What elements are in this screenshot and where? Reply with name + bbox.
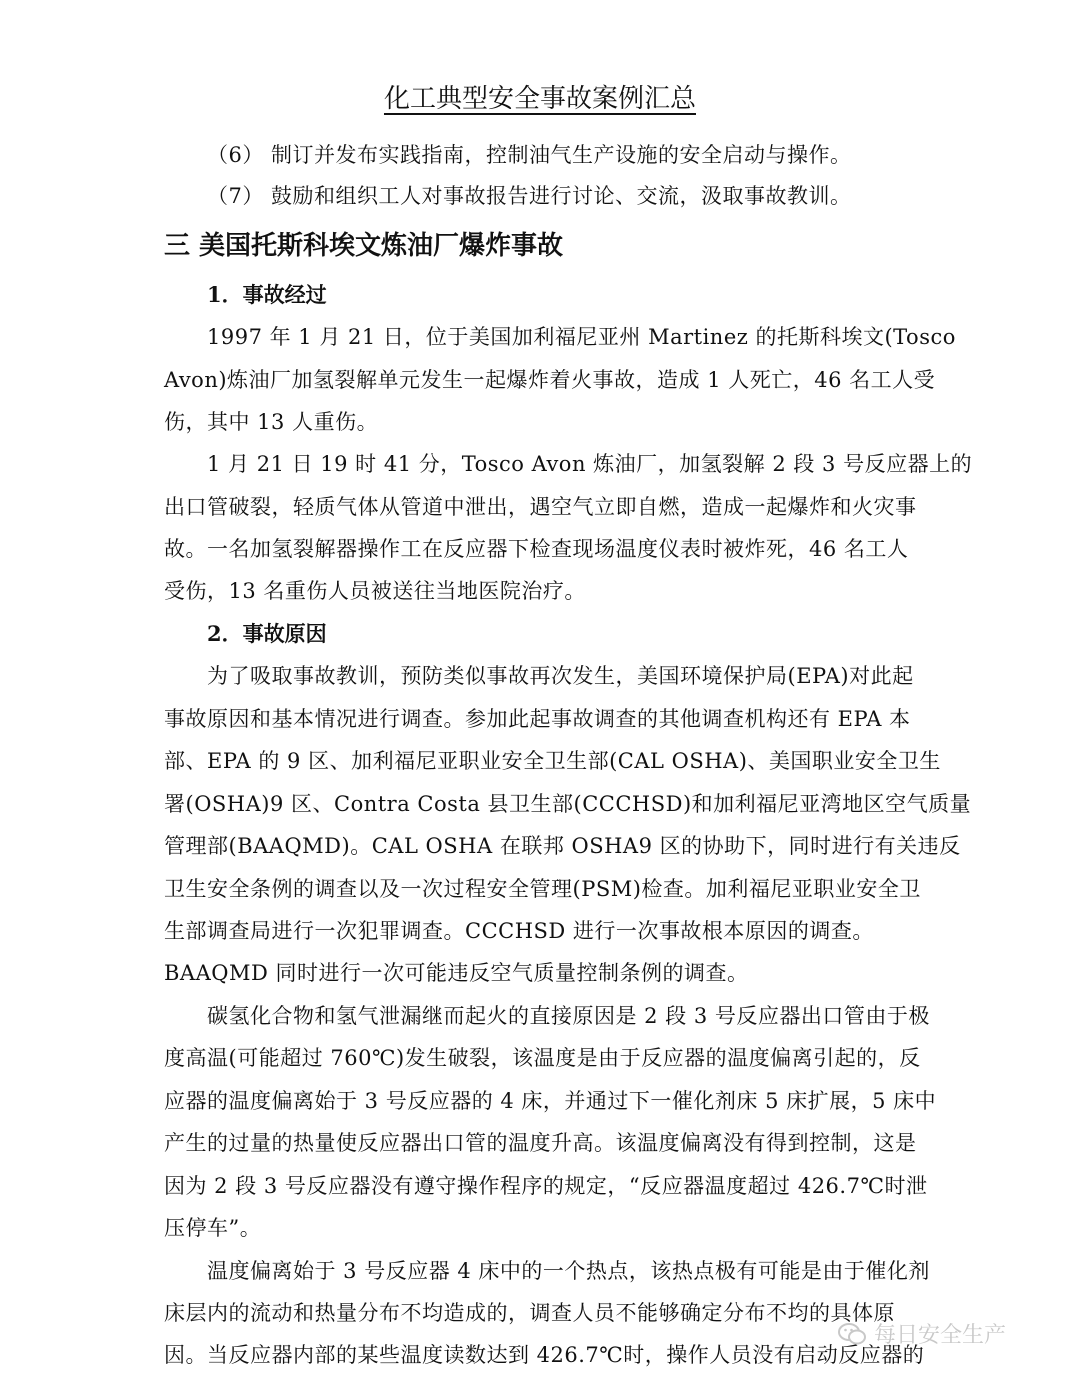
paragraph-line: 部、EPA 的 9 区、加利福尼亚职业安全卫生部(CAL OSHA)、美国职业安全卫生 bbox=[164, 749, 941, 773]
subsection-heading: 1．事故经过 bbox=[207, 282, 327, 307]
paragraph-line: 为了吸取事故教训，预防类似事故再次发生，美国环境保护局(EPA)对此起 bbox=[207, 664, 914, 688]
paragraph-line: 出口管破裂，轻质气体从管道中泄出，遇空气立即自燃，造成一起爆炸和火灾事 bbox=[164, 495, 917, 519]
wechat-icon bbox=[838, 1322, 866, 1346]
paragraph-line: 床层内的流动和热量分布不均造成的，调查人员不能够确定分布不均的具体原 bbox=[164, 1301, 895, 1325]
paragraph-line: 署(OSHA)9 区、Contra Costa 县卫生部(CCCHSD)和加利福尼亚湾地区空气质量 bbox=[164, 792, 972, 816]
paragraph-line: 受伤，13 名重伤人员被送往当地医院治疗。 bbox=[164, 579, 586, 603]
paragraph-line: 管理部(BAAQMD)。CAL OSHA 在联邦 OSHA9 区的协助下，同时进行有关违反 bbox=[164, 834, 961, 858]
paragraph-line: BAAQMD 同时进行一次可能违反空气质量控制条例的调查。 bbox=[164, 961, 749, 985]
paragraph-line: 卫生安全条例的调查以及一次过程安全管理(PSM)检查。加利福尼亚职业安全卫 bbox=[164, 877, 921, 901]
paragraph-line: 1 月 21 日 19 时 41 分，Tosco Avon 炼油厂，加氢裂解 2 段 3 号反应器上的 bbox=[207, 452, 973, 476]
paragraph-line: 产生的过量的热量使反应器出口管的温度升高。该温度偏离没有得到控制，这是 bbox=[164, 1131, 917, 1155]
subsection-heading: 2．事故原因 bbox=[207, 621, 327, 646]
watermark-text: 每日安全生产 bbox=[874, 1323, 1007, 1348]
paragraph-line: 生部调查局进行一次犯罪调查。CCCHSD 进行一次事故根本原因的调查。 bbox=[164, 919, 874, 943]
paragraph-line: 因。当反应器内部的某些温度读数达到 426.7℃时，操作人员没有启动反应器的 bbox=[164, 1343, 925, 1367]
list-item: （7） 鼓励和组织工人对事故报告进行讨论、交流，汲取事故教训。 bbox=[207, 184, 852, 208]
paragraph-line: 度高温(可能超过 760℃)发生破裂，该温度是由于反应器的温度偏离引起的，反 bbox=[164, 1046, 921, 1070]
paragraph-line: 伤，其中 13 人重伤。 bbox=[164, 410, 379, 434]
paragraph-line: Avon)炼油厂加氢裂解单元发生一起爆炸着火事故，造成 1 人死亡，46 名工人受 bbox=[164, 368, 936, 392]
header-title: 化工典型安全事故案例汇总 bbox=[383, 84, 696, 114]
watermark bbox=[838, 1318, 1006, 1349]
paragraph-line: 事故原因和基本情况进行调查。参加此起事故调查的其他调查机构还有 EPA 本 bbox=[164, 707, 911, 731]
paragraph-line: 应器的温度偏离始于 3 号反应器的 4 床，并通过下一催化剂床 5 床扩展，5 床中 bbox=[164, 1089, 937, 1113]
section-heading: 三 美国托斯科埃文炼油厂爆炸事故 bbox=[164, 231, 564, 261]
paragraph-line: 温度偏离始于 3 号反应器 4 床中的一个热点，该热点极有可能是由于催化剂 bbox=[207, 1259, 930, 1283]
paragraph-line: 碳氢化合物和氢气泄漏继而起火的直接原因是 2 段 3 号反应器出口管由于极 bbox=[207, 1004, 930, 1028]
paragraph-line: 压停车”。 bbox=[164, 1216, 262, 1240]
paragraph-line: 故。一名加氢裂解器操作工在反应器下检查现场温度仪表时被炸死，46 名工人 bbox=[164, 537, 909, 561]
paragraph-line: 1997 年 1 月 21 日，位于美国加利福尼亚州 Martinez 的托斯科埃文(Tosco bbox=[207, 325, 956, 349]
paragraph-line: 因为 2 段 3 号反应器没有遵守操作程序的规定，“反应器温度超过 426.7℃时泄 bbox=[164, 1174, 928, 1198]
list-item: （6） 制订并发布实践指南，控制油气生产设施的安全启动与操作。 bbox=[207, 143, 852, 167]
page-header bbox=[0, 78, 1080, 115]
